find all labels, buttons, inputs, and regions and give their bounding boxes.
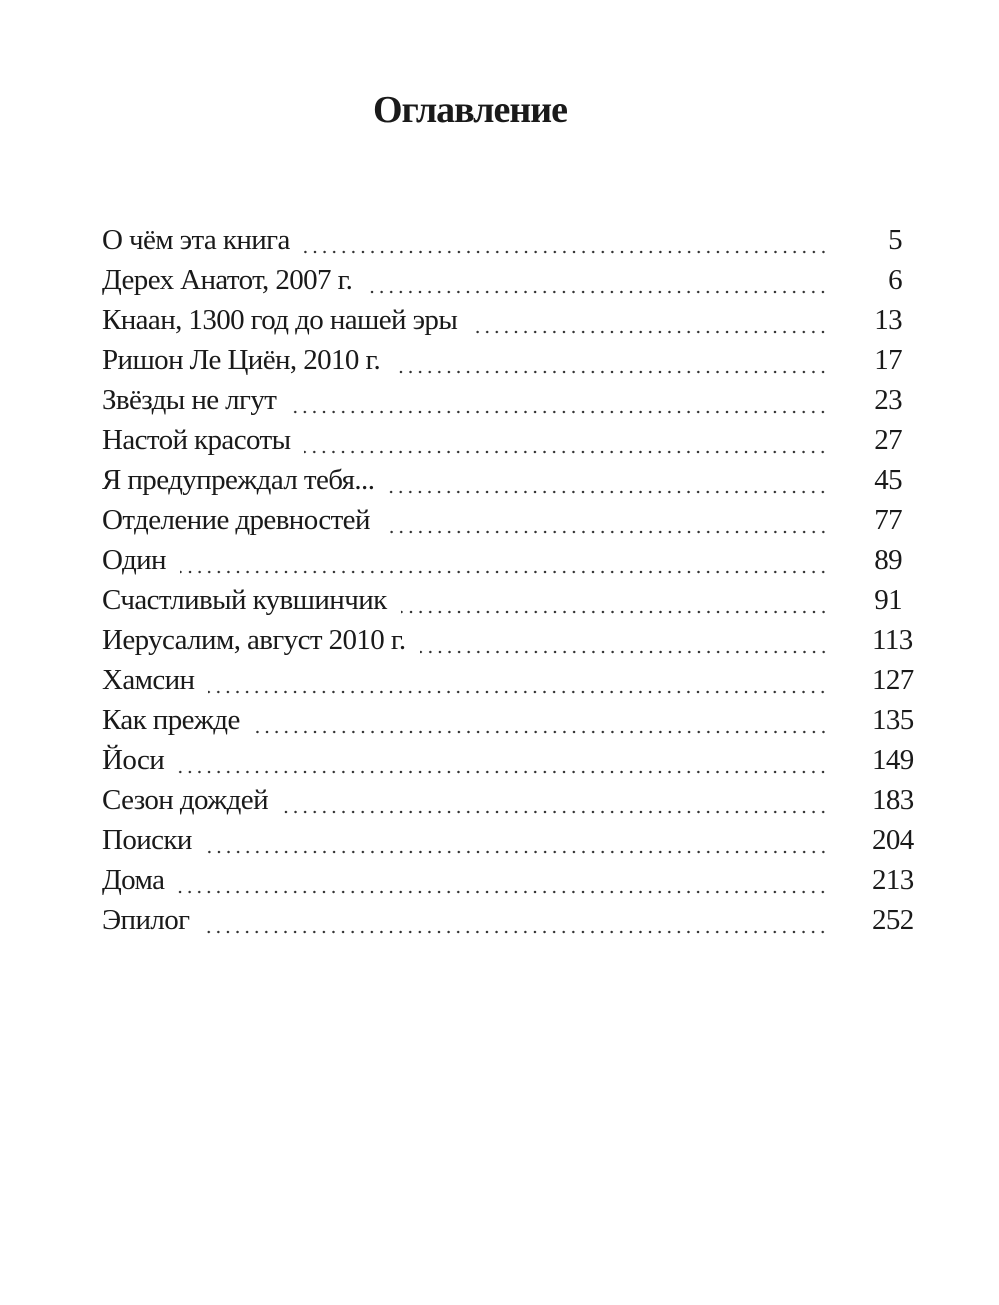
- dot-leader: [178, 890, 828, 894]
- toc-entry: [102, 464, 902, 504]
- toc-entry-page: 13: [874, 304, 902, 336]
- toc-entry-page: 135: [872, 704, 914, 736]
- toc-entry-page: 45: [874, 464, 902, 496]
- toc-entry: [102, 224, 902, 264]
- page-title: Оглавление: [372, 89, 568, 131]
- toc-entry-page: 27: [874, 424, 902, 456]
- toc-entry-page: 204: [872, 824, 914, 856]
- toc-entry-page: 113: [872, 624, 913, 656]
- dot-leader: [290, 410, 828, 414]
- toc-entry-title: Хамсин: [102, 664, 195, 696]
- toc-entry: [102, 704, 914, 744]
- toc-entry: [102, 584, 902, 624]
- toc-entry: [102, 824, 914, 864]
- toc-entry: [102, 664, 914, 704]
- toc-entry-page: 17: [874, 344, 902, 376]
- toc-entry-page: 127: [872, 664, 914, 696]
- toc-entry-title: Счастливый кувшинчик: [102, 584, 387, 616]
- toc-entry-title: О чём эта книга: [102, 224, 290, 256]
- toc-entry-title: Иерусалим, август 2010 г.: [102, 624, 406, 656]
- toc-entry-title: Дома: [102, 864, 165, 896]
- toc-entry: [102, 344, 902, 384]
- toc-entry-page: 6: [888, 264, 902, 296]
- toc-entry-page: 23: [874, 384, 902, 416]
- toc-entry: [102, 744, 914, 784]
- toc-entry-title: Поиски: [102, 824, 192, 856]
- toc-entry: [102, 904, 914, 944]
- toc-entry-title: Кнаан, 1300 год до нашей эры: [102, 304, 458, 336]
- dot-leader: [180, 570, 828, 574]
- dot-leader: [178, 770, 828, 774]
- toc-entry-title: Я предупреждал тебя...: [102, 464, 375, 496]
- toc-entry: [102, 304, 902, 344]
- toc-entry-title: Один: [102, 544, 166, 576]
- dot-leader: [366, 290, 828, 294]
- dot-leader: [254, 730, 828, 734]
- dot-leader: [206, 850, 828, 854]
- toc-entry-page: 91: [874, 584, 902, 616]
- toc-entry-page: 183: [872, 784, 914, 816]
- toc-entry-page: 89: [874, 544, 902, 576]
- toc-entry: [102, 864, 914, 904]
- toc-entry-page: 77: [874, 504, 902, 536]
- toc-entry-title: Эпилог: [102, 904, 190, 936]
- dot-leader: [388, 490, 828, 494]
- toc-entry: [102, 624, 913, 664]
- toc-entry-title: Настой красоты: [102, 424, 291, 456]
- toc-entry-page: 149: [872, 744, 914, 776]
- toc-entry-title: Ришон Ле Циён, 2010 г.: [102, 344, 381, 376]
- toc-entry: [102, 424, 902, 464]
- dot-leader: [471, 330, 828, 334]
- toc-entry-title: Дерех Анатот, 2007 г.: [102, 264, 353, 296]
- toc-entry-title: Отделение древностей: [102, 504, 370, 536]
- toc-entry: [102, 384, 902, 424]
- dot-leader: [384, 530, 828, 534]
- toc-entry-page: 213: [872, 864, 914, 896]
- dot-leader: [304, 450, 828, 454]
- toc-entry-title: Как прежде: [102, 704, 240, 736]
- toc-entry: [102, 784, 914, 824]
- toc-entry-page: 5: [888, 224, 902, 256]
- toc-entry: [102, 544, 902, 584]
- toc-entry: [102, 264, 902, 304]
- dot-leader: [203, 930, 828, 934]
- dot-leader: [282, 810, 828, 814]
- dot-leader: [420, 650, 828, 654]
- toc-entry: [102, 504, 902, 544]
- dot-leader: [401, 610, 828, 614]
- table-of-contents: [102, 224, 914, 944]
- toc-entry-title: Сезон дождей: [102, 784, 268, 816]
- dot-leader: [208, 690, 828, 694]
- dot-leader: [304, 250, 828, 254]
- toc-entry-title: Йоси: [102, 744, 165, 776]
- toc-entry-title: Звёзды не лгут: [102, 384, 277, 416]
- dot-leader: [394, 370, 828, 374]
- toc-entry-page: 252: [872, 904, 914, 936]
